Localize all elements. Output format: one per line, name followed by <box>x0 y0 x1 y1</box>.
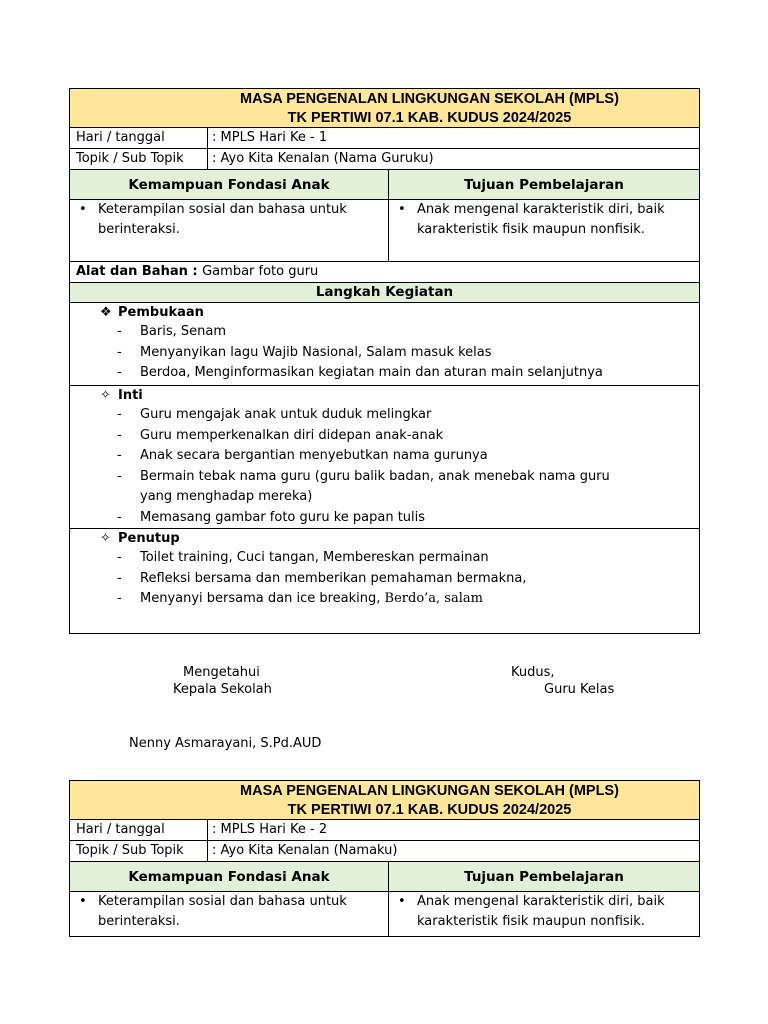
sig-left-name: Nenny Asmarayani, S.Pd.AUD <box>129 736 322 751</box>
section-title: Penutup <box>118 531 180 546</box>
title-line2: TK PERTIWI 07.1 KAB. KUDUS 2024/2025 <box>287 802 572 818</box>
diamond-outline-icon: ✧ <box>100 388 111 403</box>
hari-label: Hari / tanggal <box>70 820 208 840</box>
row-hari <box>70 128 699 149</box>
col2-text: • Anak mengenal karakteristik diri, baik karakteristik fisik maupun nonfisik. <box>417 200 699 240</box>
topik-value: : Ayo Kita Kenalan (Namaku) <box>212 843 398 858</box>
col1-text: • Keterampilan sosial dan bahasa untuk berinteraksi. <box>98 892 388 932</box>
section-title: Pembukaan <box>118 305 204 320</box>
col1-text: • Keterampilan sosial dan bahasa untuk berinteraksi. <box>98 200 388 240</box>
list-item: - Guru memperkenalkan diri didepan anak-anak <box>117 426 699 447</box>
col2-header: Tujuan Pembelajaran <box>464 176 624 193</box>
diamond-outline-icon: ✧ <box>100 531 111 546</box>
langkah-header: Langkah Kegiatan <box>70 283 699 303</box>
list-item: - Anak secara bergantian menyebutkan nama gurunya <box>117 446 699 467</box>
document-title <box>70 781 699 820</box>
list-item: - Memasang gambar foto guru ke papan tulis <box>117 508 699 529</box>
section-penutup <box>70 529 699 610</box>
sig-left-line1: Mengetahui <box>183 665 260 680</box>
list-item: - Toilet training, Cuci tangan, Membereskan permainan <box>117 548 699 569</box>
list-item: - Berdoa, Menginformasikan kegiatan main dan aturan main selanjutnya <box>117 363 699 384</box>
lesson-plan-day2 <box>69 780 700 937</box>
sig-right-line2: Guru Kelas <box>544 682 615 697</box>
lesson-plan-day1 <box>69 88 700 634</box>
row-topik <box>70 149 699 170</box>
row-hari <box>70 820 699 841</box>
competency-row <box>70 200 699 262</box>
alat-label: Alat dan Bahan : <box>76 264 203 279</box>
hari-value: : MPLS Hari Ke - 2 <box>212 822 328 837</box>
list-item: - Baris, Senam <box>117 322 699 343</box>
title-line2: TK PERTIWI 07.1 KAB. KUDUS 2024/2025 <box>287 110 572 126</box>
list-item: - Menyanyikan lagu Wajib Nasional, Salam masuk kelas <box>117 343 699 364</box>
document-title <box>70 89 699 128</box>
section-inti <box>70 386 699 529</box>
competency-header <box>70 862 699 892</box>
row-topik <box>70 841 699 862</box>
list-item: - Menyanyi bersama dan ice breaking, Berdo’a, salam <box>117 589 699 610</box>
title-line1: MASA PENGENALAN LINGKUNGAN SEKOLAH (MPLS) <box>240 91 619 107</box>
sig-right-line1: Kudus, <box>511 665 555 680</box>
topik-label: Topik / Sub Topik <box>70 149 208 169</box>
competency-header <box>70 170 699 200</box>
hari-value: : MPLS Hari Ke - 1 <box>212 130 328 145</box>
list-item: - Refleksi bersama dan memberikan pemahaman bermakna, <box>117 569 699 590</box>
title-line1: MASA PENGENALAN LINGKUNGAN SEKOLAH (MPLS) <box>240 783 619 799</box>
col1-header: Kemampuan Fondasi Anak <box>70 170 389 199</box>
diamond-solid-icon: ❖ <box>100 305 112 320</box>
col2-text: • Anak mengenal karakteristik diri, baik karakteristik fisik maupun nonfisik. <box>417 892 699 932</box>
alat-value: Gambar foto guru <box>202 264 319 279</box>
col1-header: Kemampuan Fondasi Anak <box>70 862 389 891</box>
alat-row <box>70 262 699 283</box>
section-pembukaan <box>70 303 699 386</box>
topik-value: : Ayo Kita Kenalan (Nama Guruku) <box>212 151 434 166</box>
sig-left-line2: Kepala Sekolah <box>173 682 272 697</box>
col2-header: Tujuan Pembelajaran <box>464 868 624 885</box>
list-item: - Bermain tebak nama guru (guru balik badan, anak menebak nama guru yang menghadap mereka) <box>117 467 699 508</box>
section-title: Inti <box>118 388 143 403</box>
topik-label: Topik / Sub Topik <box>70 841 208 861</box>
hari-label: Hari / tanggal <box>70 128 208 148</box>
list-item: - Guru mengajak anak untuk duduk melingkar <box>117 405 699 426</box>
competency-row <box>70 892 699 936</box>
